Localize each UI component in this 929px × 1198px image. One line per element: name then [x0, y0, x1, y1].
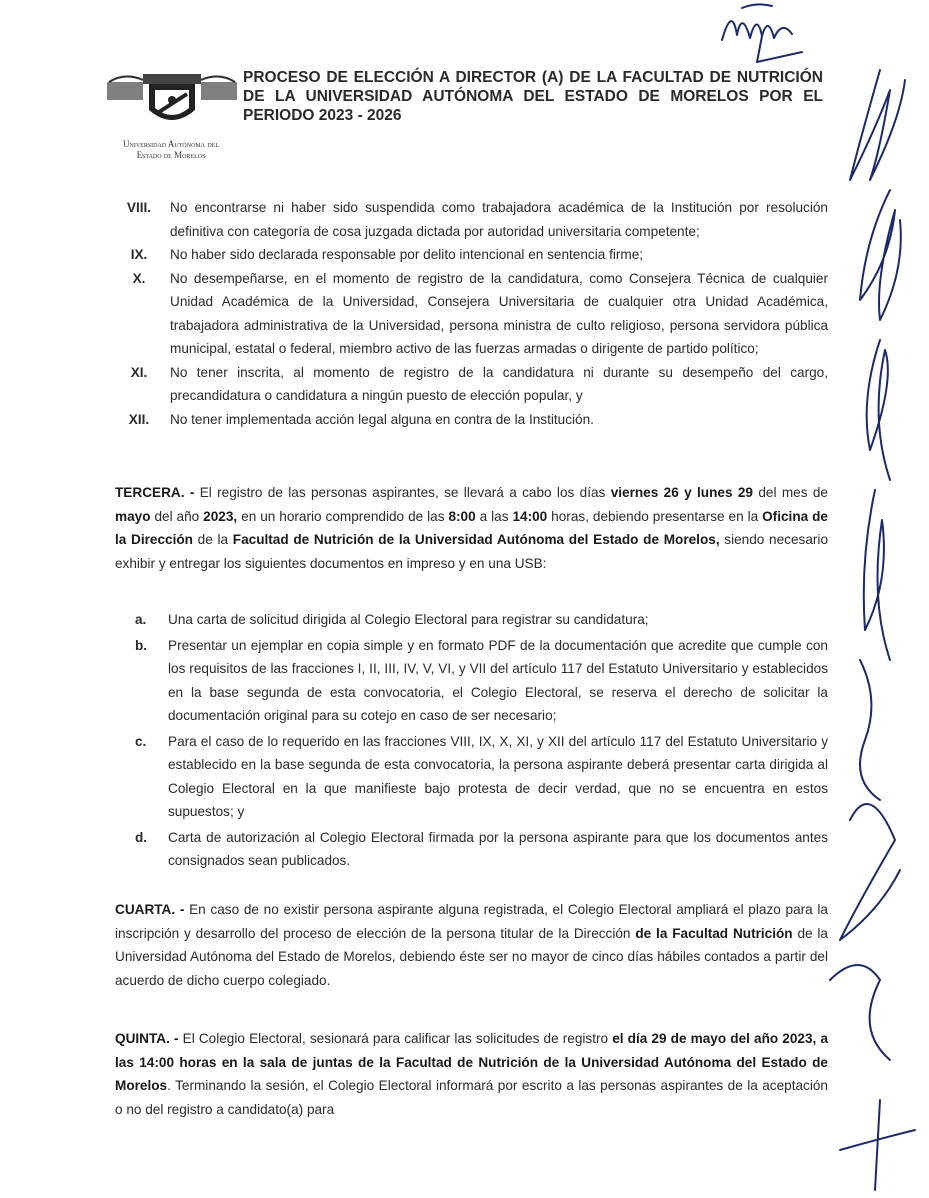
- list-item: [108, 408, 828, 432]
- item-number: XII.: [128, 411, 150, 427]
- clause-label: CUARTA. -: [115, 902, 185, 917]
- item-text: Una carta de solicitud dirigida al Colegio Electoral para registrar su candidatura;: [168, 612, 649, 627]
- list-item: [135, 826, 828, 873]
- requirements-list: [108, 196, 828, 431]
- item-letter: a.: [135, 612, 147, 627]
- list-item: [108, 196, 828, 243]
- clause-bold: de la Facultad Nutrición: [635, 925, 793, 941]
- signature-top: [712, 0, 812, 70]
- margin-signatures: [820, 20, 929, 1195]
- clause-text: de la: [192, 532, 233, 547]
- clause-text: siendo necesario exhibir y entregar los siguientes documentos en impreso y en una USB:: [115, 532, 829, 571]
- item-letter: b.: [135, 637, 148, 653]
- list-item: [135, 608, 828, 632]
- document-title: PROCESO DE ELECCIÓN A DIRECTOR (A) DE LA FACULTAD DE NUTRICIÓN DE LA UNIVERSIDAD AUTÓNOMA DEL ESTADO DE MORELOS POR EL PERIODO 2023 - 2026: [243, 69, 823, 124]
- item-text: No tener implementada acción legal alguna en contra de la Institución.: [170, 411, 594, 427]
- clause-bold: 8:00: [448, 508, 476, 524]
- clause-text: . Terminando la sesión, el Colegio Electoral informará por escrito a las personas aspirantes de la aceptación o no del registro a candidato(a) para: [115, 1078, 828, 1117]
- clause-bold: el día 29 de mayo del año 2023, a las 14:00 horas en la sala de juntas de la Facultad de Nutrición de la Universidad Autónoma del Estado de Morelos: [115, 1031, 829, 1093]
- list-item: [108, 267, 828, 361]
- clause-text: El registro de las personas aspirantes, se llevará a cabo los días: [194, 485, 611, 500]
- list-item: [108, 361, 828, 408]
- item-letter: c.: [135, 733, 147, 749]
- item-number: VIII.: [126, 200, 152, 215]
- documents-list: [135, 608, 828, 875]
- clause-text: horas, debiendo presentarse en la: [547, 508, 763, 524]
- item-text: Presentar un ejemplar en copia simple y en formato PDF de la documentación que acredite que cumple con los requisitos de las fracciones I, II, III, IV, V, VI, y VII del artículo 117 del Estatuto Universitario y establecidos en la base segunda de esta convocatoria, el Colegio Electoral, se reserva el derecho de solicitar la documentación original para su cotejo en caso de ser necesario;: [168, 637, 828, 723]
- clause-text: El Colegio Electoral, sesionará para calificar las solicitudes de registro: [178, 1031, 613, 1046]
- clause-text: a las: [475, 508, 513, 524]
- clause-tercera: [115, 481, 828, 575]
- clause-label: QUINTA. -: [115, 1031, 179, 1046]
- clause-text: en un horario comprendido de las: [237, 508, 449, 524]
- university-logo: [107, 68, 237, 130]
- item-number: XI.: [130, 364, 148, 380]
- clause-cuarta: [115, 898, 828, 992]
- item-text: No haber sido declarada responsable por delito intencional en sentencia firme;: [170, 247, 644, 262]
- list-item: [108, 243, 828, 267]
- logo-caption: [108, 139, 234, 161]
- clause-text: del mes de: [753, 485, 828, 500]
- clause-text: de la Universidad Autónoma del Estado de Morelos, debiendo éste ser no mayor de cinco días hábiles contados a partir del acuerdo de dicho cuerpo colegiado.: [115, 925, 828, 988]
- item-text: No tener inscrita, al momento de registro de la candidatura ni durante su desempeño del cargo, precandidatura o candidatura a ningún puesto de elección popular, y: [170, 364, 828, 403]
- clause-bold: 14:00: [512, 508, 548, 524]
- logo-caption-line1: Universidad Autónoma del: [123, 139, 219, 149]
- item-text: No desempeñarse, en el momento de registro de la candidatura, como Consejera Técnica de cualquier Unidad Académica de la Universidad, Consejera Universitaria de cualquier otra Unidad Académica, trabajadora administrativa de la Universidad, persona ministra de culto religioso, persona servidora pública municipal, estatal o federal, miembro activo de las fuerzas armadas o dirigente de partido político;: [170, 270, 828, 356]
- item-number: X.: [132, 270, 146, 286]
- clause-quinta: [115, 1027, 828, 1121]
- clause-bold: viernes 26 y lunes 29: [610, 485, 753, 500]
- clause-bold: Facultad de Nutrición de la Universidad Autónoma del Estado de Morelos,: [232, 532, 720, 547]
- clause-text: En caso de no existir persona aspirante alguna registrada, el Colegio Electoral ampliará el plazo para la inscripción y desarrollo del proceso de elección de la persona titular de la Dirección: [115, 902, 828, 941]
- item-text: Carta de autorización al Colegio Electoral firmada por la persona aspirante para que los documentos antes consignados sean publicados.: [168, 829, 828, 868]
- item-text: Para el caso de lo requerido en las fracciones VIII, IX, X, XI, y XII del artículo 117 del Estatuto Universitario y establecido en la base segunda de esta convocatoria, la persona aspirante deberá presentar carta dirigida al Colegio Electoral en la que manifieste bajo protesta de decir verdad, que no se encuentra en estos supuestos; y: [168, 733, 828, 819]
- item-letter: d.: [135, 829, 148, 845]
- clause-label: TERCERA. -: [115, 485, 195, 500]
- clause-bold: mayo: [115, 508, 151, 524]
- list-item: [135, 634, 828, 728]
- item-number: IX.: [130, 247, 148, 262]
- clause-bold: Oficina de la Dirección: [115, 508, 828, 547]
- list-item: [135, 730, 828, 824]
- item-text: No encontrarse ni haber sido suspendida como trabajadora académica de la Institución por resolución definitiva con categoría de cosa juzgada dictada por autoridad universitaria competente;: [170, 200, 828, 239]
- logo-caption-line2: Estado de Morelos: [136, 150, 206, 160]
- clause-text: del año: [150, 508, 204, 524]
- clause-bold: 2023,: [203, 508, 238, 524]
